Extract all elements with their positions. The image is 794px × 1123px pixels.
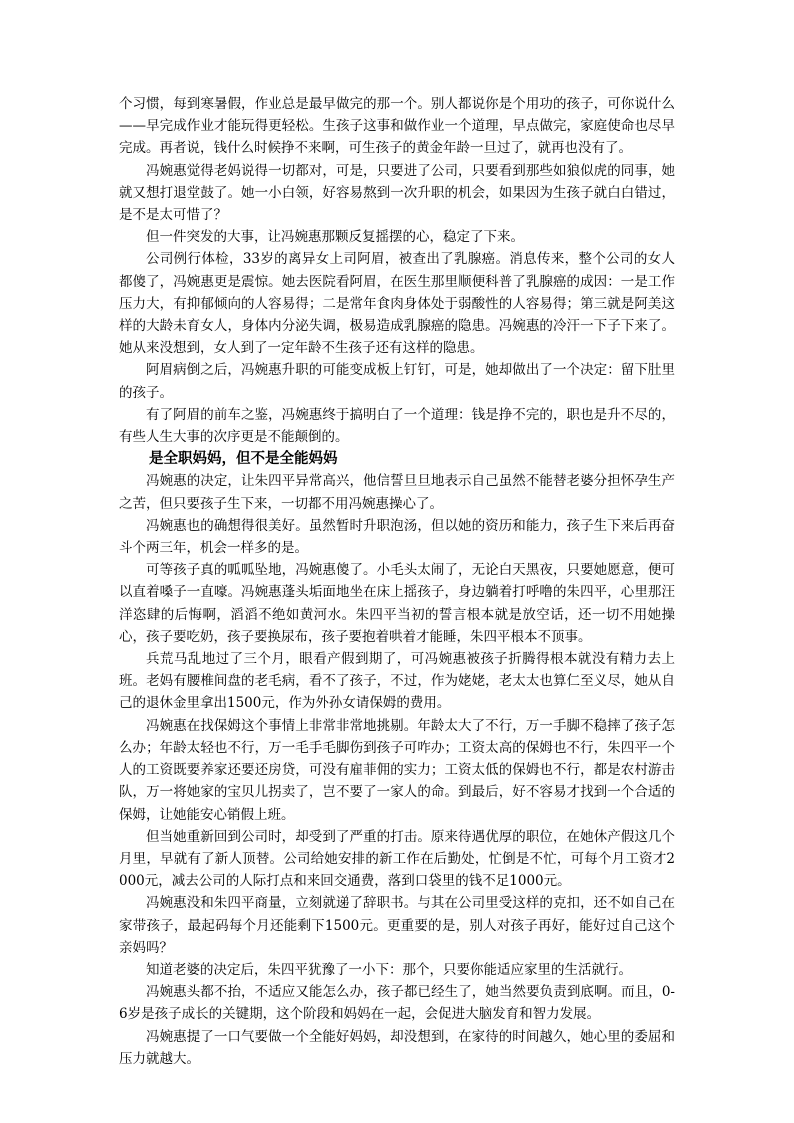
paragraph: 但一件突发的大事，让冯婉惠那颗反复摇摆的心，稳定了下来。 xyxy=(146,229,524,246)
document-page xyxy=(119,93,675,1070)
paragraph: 冯婉惠在找保姆这个事情上非常非常地挑剔。年龄太大了不行，万一手脚不稳摔了孩子怎么办；年龄太轻也不行，万一毛手毛脚伤到孩子可咋办；工资太高的保姆也不行，朱四平一个人的工资既要养家还要还房贷，可没有雇菲佣的实力；工资太低的保姆也不行，都是农村游击队，万一将她家的宝贝儿拐卖了，岂不要了一家人的命。到最后，好不容易才找到一个合适的保姆，让她能安心销假上班。 xyxy=(119,717,675,823)
paragraph: 有了阿眉的前车之鉴，冯婉惠终于搞明白了一个道理：钱是挣不完的，职也是升不尽的，有些人生大事的次序更是不能颠倒的。 xyxy=(119,406,675,446)
paragraph: 冯婉惠的决定，让朱四平异常高兴，他信誓旦旦地表示自己虽然不能替老婆分担怀孕生产之苦，但只要孩子生下来，一切都不用冯婉惠操心了。 xyxy=(119,473,675,512)
paragraph: 知道老婆的决定后，朱四平犹豫了一小下：那个，只要你能适应家里的生活就行。 xyxy=(146,961,632,978)
paragraph: 冯婉惠没和朱四平商量，立刻就递了辞职书。与其在公司里受这样的克扣，还不如自己在家带孩子，最起码每个月还能剩下1500元。更重要的是，别人对孩子再好，能好过自己这个亲妈吗？ xyxy=(119,895,675,956)
paragraph-continuation: 个习惯，每到寒暑假，作业总是最早做完的那一个。别人都说你是个用功的孩子，可你说什么——早完成作业才能玩得更轻松。生孩子这事和做作业一个道理，早点做完，家庭使命也尽早完成。再者说，钱什么时候挣不来啊，可生孩子的黄金年龄一旦过了，就再也没有了。 xyxy=(119,96,675,157)
paragraph: 冯婉惠提了一口气要做一个全能好妈妈，却没想到，在家待的时间越久，她心里的委屈和压力就越大。 xyxy=(119,1028,675,1067)
paragraph: 公司例行体检，33岁的离异女上司阿眉，被查出了乳腺癌。消息传来，整个公司的女人都傻了，冯婉惠更是震惊。她去医院看阿眉，在医生那里顺便科普了乳腺癌的成因：一是工作压力大，有抑郁倾向的人容易得；二是常年食肉身体处于弱酸性的人容易得；第三就是阿美这样的大龄未育女人，身体内分泌失调，极易造成乳腺癌的隐患。冯婉惠的冷汗一下子下来了。她从来没想到，女人到了一定年龄不生孩子还有这样的隐患。 xyxy=(119,251,675,357)
paragraph: 冯婉惠觉得老妈说得一切都对，可是，只要进了公司，只要看到那些如狼似虎的同事，她就又想打退堂鼓了。她一小白领，好容易熬到一次升职的机会，如果因为生孩子就白白错过，是不是太可惜了？ xyxy=(119,162,675,224)
paragraph: 可等孩子真的呱呱坠地，冯婉惠傻了。小毛头太闹了，无论白天黑夜，只要她愿意，便可以直着嗓子一直嚎。冯婉惠蓬头垢面地坐在床上摇孩子，身边躺着打呼噜的朱四平，心里那汪洋恣肆的后悔啊，滔滔不绝如黄河水。朱四平当初的誓言根本就是放空话，还一切不用她操心，孩子要吃奶，孩子要换尿布，孩子要抱着哄着才能睡，朱四平根本不顶事。 xyxy=(119,562,675,645)
paragraph: 但当她重新回到公司时，却受到了严重的打击。原来待遇优厚的职位，在她休产假这几个月里，早就有了新人顶替。公司给她安排的新工作在后勤处，忙倒是不忙，可每个月工资才2000元，减去公司的人际打点和来回交通费，落到口袋里的钱不足1000元。 xyxy=(119,828,675,890)
paragraph: 冯婉惠也的确想得很美好。虽然暂时升职泡汤，但以她的资历和能力，孩子生下来后再奋斗个两三年，机会一样多的是。 xyxy=(119,517,675,557)
paragraph: 冯婉惠头都不抬，不适应又能怎么办，孩子都已经生了，她当然要负责到底啊。而且，0-6岁是孩子成长的关键期，这个阶段和妈妈在一起，会促进大脑发育和智力发展。 xyxy=(119,984,675,1023)
paragraph: 兵荒马乱地过了三个月，眼看产假到期了，可冯婉惠被孩子折腾得根本就没有精力去上班。老妈有腰椎间盘的老毛病，看不了孩子，不过，作为姥姥，老太太也算仁至义尽，她从自己的退休金里拿出1500元，作为外孙女请保姆的费用。 xyxy=(119,651,675,712)
paragraph: 阿眉病倒之后，冯婉惠升职的可能变成板上钉钉，可是，她却做出了一个决定：留下肚里的孩子。 xyxy=(119,362,675,401)
section-heading: 是全职妈妈，但不是全能妈妈 xyxy=(149,451,338,468)
